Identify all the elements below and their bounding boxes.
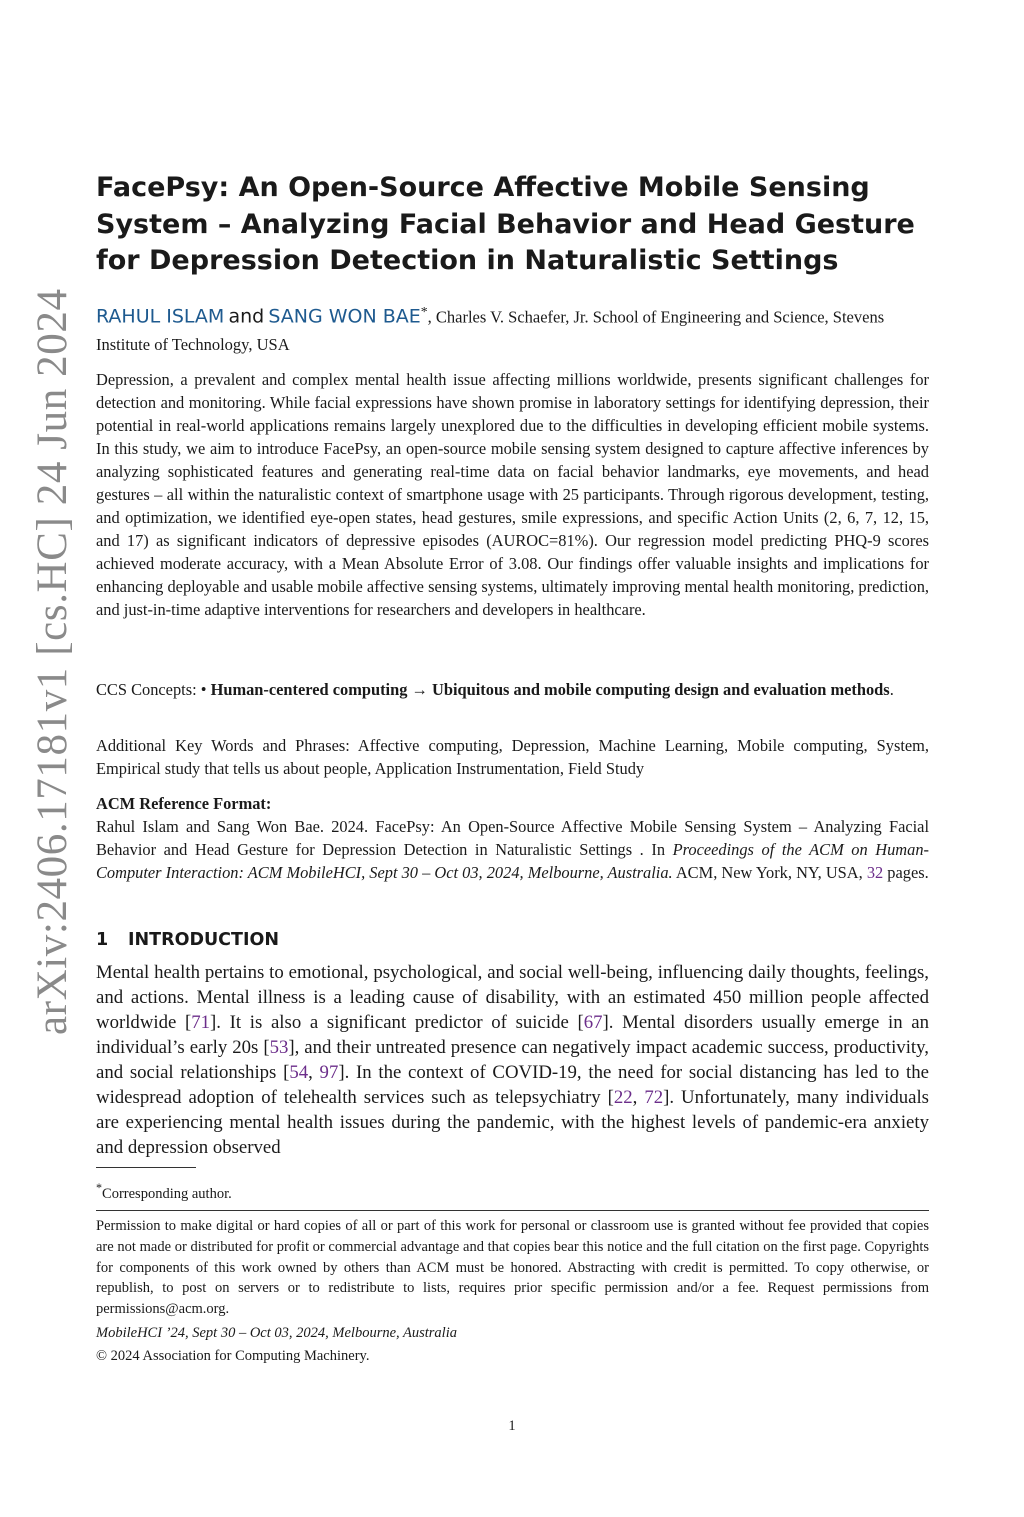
section-heading-introduction	[96, 928, 929, 952]
acm-reference-proceedings: Proceedings of the ACM on Human-Computer Interaction: ACM MobileHCI, Sept 30 – Oct 03, 2024, Melbourne, Australia.	[96, 840, 929, 882]
intro-text: Mental health pertains to emotional, psychological, and social well-being, influencing daily thoughts, feelings, and actions. Mental illness is a leading cause of disability, with an estimated 450 million people affected worldwide [	[96, 962, 929, 1033]
citation-link[interactable]: 67	[583, 1012, 603, 1033]
intro-text: ]. Mental disorders usually emerge in an individual’s early 20s [	[96, 1012, 929, 1058]
intro-text: ]. It is also a significant predictor of suicide [	[210, 1012, 584, 1033]
acm-reference-format	[96, 792, 929, 884]
citation-link[interactable]: 72	[644, 1087, 664, 1108]
author-affiliation: , Charles V. Schaefer, Jr. School of Engineering and Science, Stevens Institute of Technology, USA	[96, 307, 885, 354]
citation-link[interactable]: 97	[319, 1062, 339, 1083]
arxiv-identifier: arXiv:2406.17181v1 [cs.HC] 24 Jun 2024	[29, 288, 76, 1035]
permission-divider	[96, 1210, 929, 1211]
citation-separator: ,	[308, 1062, 320, 1083]
abstract: Depression, a prevalent and complex mental health issue affecting millions worldwide, presents significant challenges for detection and monitoring. While facial expressions have shown promise in laboratory settings for identifying depression, their potential in real-world applications remains largely unexplored due to the difficulties in developing efficient mobile systems. In this study, we aim to introduce FacePsy, an open-source mobile sensing system designed to capture affective inferences by analyzing sophisticated features and generating real-time data on facial behavior landmarks, eye movements, and head gestures – all within the naturalistic context of smartphone usage with 25 participants. Through rigorous development, testing, and optimization, we identified eye-open states, head gestures, smile expressions, and specific Action Units (2, 6, 7, 12, 15, and 17) as significant indicators of depressive episodes (AUROC=81%). Our regression model predicting PHQ-9 scores achieved moderate accuracy, with a Mean Absolute Error of 3.08. Our findings offer valuable insights and implications for enhancing deployable and usable mobile affective sensing systems, ultimately improving mental health monitoring, prediction, and just-in-time adaptive interventions for researchers and developers in healthcare.	[96, 370, 929, 619]
acm-reference-text: Rahul Islam and Sang Won Bae. 2024. FacePsy: An Open-Source Affective Mobile Sensing System – Analyzing Facial Behavior and Head Gesture for Depression Detection in Naturalistic Settings . In	[96, 817, 929, 859]
page-count-link[interactable]: 32	[866, 863, 884, 882]
author-conjunction: and	[228, 305, 265, 328]
intro-text: ]. Unfortunately, many individuals are experiencing mental health issues during the pandemic, with the highest levels of pandemic-era anxiety and depression observed	[96, 1087, 929, 1158]
acm-reference-pages-suffix: pages.	[883, 863, 929, 882]
ccs-concepts	[96, 678, 929, 701]
author-block	[96, 298, 929, 358]
citation-link[interactable]: 71	[191, 1012, 211, 1033]
section-number: 1	[96, 930, 109, 950]
author-link-sang-won-bae[interactable]: SANG WON BAE	[268, 305, 421, 328]
corresponding-author-mark: *	[420, 304, 428, 319]
keywords: Additional Key Words and Phrases: Affective computing, Depression, Machine Learning, Mobile computing, System, Empirical study that tells us about people, Application Instrumentation, Field Study	[96, 736, 929, 778]
introduction-paragraph	[96, 960, 929, 1160]
permission-notice: Permission to make digital or hard copies of all or part of this work for personal or classroom use is granted without fee provided that copies are not made or distributed for profit or commercial advantage and that copies bear this notice and the full citation on the first page. Copyrights for components of this work owned by others than ACM must be honored. Abstracting with credit is permitted. To copy otherwise, or republish, to post on servers or to redistribute to lists, requires prior specific permission and/or a fee. Request permissions from permissions@acm.org.	[96, 1218, 929, 1318]
citation-link[interactable]: 54	[289, 1062, 309, 1083]
ccs-concepts-text: Human-centered computing → Ubiquitous and mobile computing design and evaluation methods	[210, 680, 890, 699]
intro-text: ]. In the context of COVID-19, the need for social distancing has led to the widespread adoption of telehealth services such as telepsychiatry [	[96, 1062, 929, 1108]
footnote-divider	[96, 1167, 196, 1168]
acm-reference-heading: ACM Reference Format:	[96, 794, 272, 813]
footnote-text: Corresponding author.	[102, 1185, 232, 1202]
venue-line: MobileHCI ’24, Sept 30 – Oct 03, 2024, Melbourne, Australia	[96, 1325, 457, 1341]
copyright-line: © 2024 Association for Computing Machinery.	[96, 1348, 370, 1364]
ccs-end: .	[889, 680, 894, 699]
footnote-mark: *	[96, 1181, 103, 1195]
acm-reference-publisher: ACM, New York, NY, USA,	[672, 863, 867, 882]
page-number: 1	[508, 1418, 516, 1434]
citation-link[interactable]: 53	[269, 1037, 289, 1058]
section-title: INTRODUCTION	[128, 930, 279, 950]
paper-title: FacePsy: An Open-Source Affective Mobile Sensing System – Analyzing Facial Behavior and Head Gesture for Depression Detection in Naturalistic Settings	[96, 172, 915, 276]
citation-link[interactable]: 22	[613, 1087, 633, 1108]
citation-separator: ,	[632, 1087, 645, 1108]
ccs-label: CCS Concepts: •	[96, 680, 211, 699]
intro-text: ], and their untreated presence can negatively impact academic success, productivity, and social relationships [	[96, 1037, 930, 1083]
author-link-rahul-islam[interactable]: RAHUL ISLAM	[96, 305, 225, 328]
footnote	[96, 1178, 929, 1204]
